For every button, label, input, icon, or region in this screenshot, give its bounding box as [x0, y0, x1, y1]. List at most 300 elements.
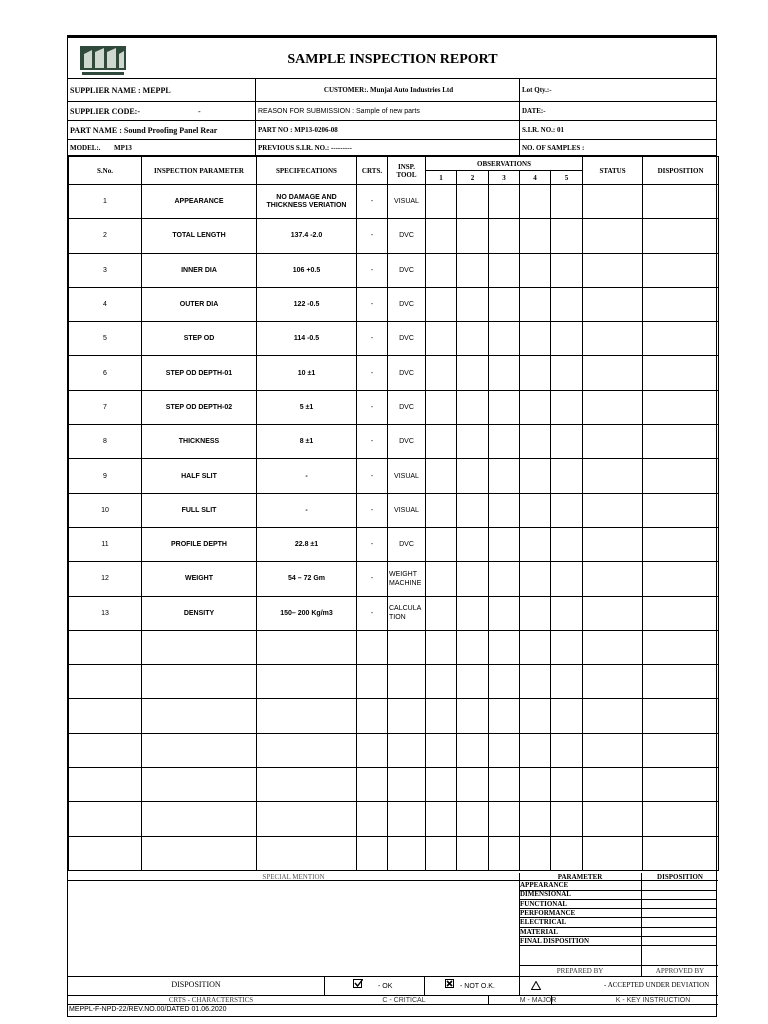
observation-cell[interactable] [520, 356, 551, 390]
observation-cell[interactable] [551, 356, 583, 390]
observation-cell[interactable] [520, 425, 551, 459]
observation-cell[interactable] [551, 425, 583, 459]
lot-qty: Lot Qty.:- [522, 86, 552, 94]
row-parameter: STEP OD DEPTH-01 [142, 356, 257, 390]
table-row [69, 562, 719, 596]
no-of-samples: NO. OF SAMPLES : [522, 143, 585, 152]
obs-col-3: 3 [489, 171, 520, 185]
disposition-cell[interactable] [643, 253, 719, 287]
observation-cell[interactable] [489, 527, 520, 561]
obs-col-2: 2 [457, 171, 489, 185]
observation-cell[interactable] [489, 596, 520, 630]
status-cell[interactable] [583, 356, 643, 390]
status-cell[interactable] [583, 596, 643, 630]
row-parameter [142, 699, 257, 733]
not-ok-label: - NOT O.K. [460, 983, 495, 990]
part-no: PART NO : MP13-0206-08 [258, 126, 338, 134]
row-insp-tool: DVC [388, 322, 426, 356]
observation-cell[interactable] [457, 630, 489, 664]
disposition-cell[interactable] [643, 802, 719, 836]
status-cell[interactable] [583, 733, 643, 767]
observation-cell[interactable] [426, 630, 457, 664]
observation-cell[interactable] [426, 287, 457, 321]
disposition-cell[interactable] [643, 322, 719, 356]
prepared-by: PREPARED BY [556, 967, 604, 975]
row-parameter [142, 665, 257, 699]
date: DATE:- [522, 107, 546, 115]
observation-cell[interactable] [551, 322, 583, 356]
observation-cell[interactable] [520, 562, 551, 596]
row-crts [357, 630, 388, 664]
observation-cell[interactable] [426, 253, 457, 287]
row-insp-tool: VISUAL [388, 459, 426, 493]
observation-cell[interactable] [489, 219, 520, 253]
row-crts: - [357, 322, 388, 356]
row-insp-tool: DVC [388, 253, 426, 287]
footer-parameter-label: ELECTRICAL [520, 918, 567, 927]
obs-col-1: 1 [426, 171, 457, 185]
observation-cell[interactable] [520, 630, 551, 664]
row-crts: - [357, 527, 388, 561]
table-row [69, 699, 719, 733]
observation-cell[interactable] [489, 425, 520, 459]
observation-cell[interactable] [520, 253, 551, 287]
row-insp-tool: WEIGHT MACHINE [388, 562, 426, 596]
footer-parameter-row [519, 909, 717, 919]
row-specification: 106 +0.5 [257, 253, 357, 287]
row-specification: 54 – 72 Gm [257, 562, 357, 596]
observation-cell[interactable] [489, 459, 520, 493]
key-instruction-legend: K - KEY INSTRUCTION [615, 997, 691, 1004]
sir-no: S.I.R. NO.: 01 [522, 126, 565, 134]
observation-cell[interactable] [457, 802, 489, 836]
observation-cell[interactable] [520, 768, 551, 802]
observation-cell[interactable] [426, 665, 457, 699]
row-parameter: APPEARANCE [142, 185, 257, 219]
disposition-cell[interactable] [643, 630, 719, 664]
header-insp-tool: INSP. TOOL [388, 157, 426, 185]
observation-cell[interactable] [457, 219, 489, 253]
previous-sir: PREVIOUS S.I.R. NO.: --------- [258, 143, 352, 152]
observation-cell[interactable] [520, 322, 551, 356]
observation-cell[interactable] [489, 185, 520, 219]
disposition-cell[interactable] [643, 356, 719, 390]
observation-cell[interactable] [489, 562, 520, 596]
observation-cell[interactable] [551, 185, 583, 219]
row-specification: 22.8 ±1 [257, 527, 357, 561]
disposition-cell[interactable] [643, 527, 719, 561]
observation-cell[interactable] [489, 322, 520, 356]
observation-cell[interactable] [489, 253, 520, 287]
row-insp-tool: VISUAL [388, 185, 426, 219]
status-cell[interactable] [583, 390, 643, 424]
header-row-code [68, 102, 717, 121]
header-parameter: INSPECTION PARAMETER [142, 157, 257, 185]
observation-cell[interactable] [457, 459, 489, 493]
row-crts [357, 665, 388, 699]
table-row [69, 390, 719, 424]
table-row [69, 630, 719, 664]
header-observations: OBSERVATIONS [426, 157, 583, 171]
row-sno: 13 [69, 596, 142, 630]
observation-cell[interactable] [551, 699, 583, 733]
observation-cell[interactable] [426, 356, 457, 390]
row-specification [257, 699, 357, 733]
row-crts: - [357, 390, 388, 424]
row-crts [357, 802, 388, 836]
row-sno [69, 665, 142, 699]
obs-col-5: 5 [551, 171, 583, 185]
row-parameter: PROFILE DEPTH [142, 527, 257, 561]
row-sno [69, 699, 142, 733]
observation-cell[interactable] [520, 596, 551, 630]
footer-parameter-row [519, 937, 717, 947]
observation-cell[interactable] [551, 527, 583, 561]
status-cell[interactable] [583, 253, 643, 287]
disposition-legend-label: DISPOSITION [171, 980, 221, 989]
row-crts: - [357, 562, 388, 596]
observation-cell[interactable] [426, 802, 457, 836]
row-insp-tool [388, 733, 426, 767]
footer-parameter-label: FINAL DISPOSITION [520, 936, 590, 945]
row-sno: 6 [69, 356, 142, 390]
ok-label: - OK [378, 983, 393, 990]
row-insp-tool: CALCULA TION [388, 596, 426, 630]
observation-cell[interactable] [426, 733, 457, 767]
footer-parameter-row [519, 918, 717, 928]
row-insp-tool: DVC [388, 390, 426, 424]
observation-cell[interactable] [551, 390, 583, 424]
row-sno: 12 [69, 562, 142, 596]
row-specification: 10 ±1 [257, 356, 357, 390]
status-cell[interactable] [583, 802, 643, 836]
status-cell[interactable] [583, 630, 643, 664]
observation-cell[interactable] [426, 425, 457, 459]
header-status: STATUS [583, 157, 643, 185]
row-sno: 3 [69, 253, 142, 287]
row-crts [357, 733, 388, 767]
row-insp-tool [388, 836, 426, 870]
submission-reason: REASON FOR SUBMISSION : Sample of new parts [258, 107, 420, 115]
row-crts: - [357, 185, 388, 219]
row-insp-tool [388, 768, 426, 802]
observation-cell[interactable] [426, 596, 457, 630]
row-sno: 7 [69, 390, 142, 424]
footer-parameter-row [519, 900, 717, 910]
footer-parameter-label: DIMENSIONAL [520, 890, 571, 899]
row-specification: 137.4 -2.0 [257, 219, 357, 253]
status-cell[interactable] [583, 425, 643, 459]
critical-legend: C - CRITICAL [382, 997, 426, 1004]
footer-parameter-label: MATERIAL [520, 927, 558, 936]
disposition-cell[interactable] [643, 425, 719, 459]
observation-cell[interactable] [520, 699, 551, 733]
row-insp-tool: DVC [388, 219, 426, 253]
accepted-deviation-label: - ACCEPTED UNDER DEVIATION [604, 981, 710, 989]
row-crts: - [357, 287, 388, 321]
table-row [69, 356, 719, 390]
status-cell[interactable] [583, 527, 643, 561]
row-parameter: OUTER DIA [142, 287, 257, 321]
row-parameter [142, 836, 257, 870]
row-crts: - [357, 596, 388, 630]
row-crts: - [357, 459, 388, 493]
not-ok-cross-icon [445, 979, 454, 988]
row-parameter: WEIGHT [142, 562, 257, 596]
status-cell[interactable] [583, 493, 643, 527]
row-parameter: HALF SLIT [142, 459, 257, 493]
row-specification: 150– 200 Kg/m3 [257, 596, 357, 630]
header-sno: S.No. [69, 157, 142, 185]
row-parameter [142, 768, 257, 802]
status-cell[interactable] [583, 699, 643, 733]
row-specification [257, 665, 357, 699]
observation-cell[interactable] [426, 459, 457, 493]
observation-cell[interactable] [457, 356, 489, 390]
observation-cell[interactable] [489, 356, 520, 390]
approved-by: APPROVED BY [655, 967, 705, 975]
status-cell[interactable] [583, 665, 643, 699]
row-sno: 4 [69, 287, 142, 321]
disposition-cell[interactable] [643, 768, 719, 802]
status-cell[interactable] [583, 322, 643, 356]
observation-cell[interactable] [489, 493, 520, 527]
table-row [69, 836, 719, 870]
observation-cell[interactable] [457, 322, 489, 356]
row-crts: - [357, 425, 388, 459]
observation-cell[interactable] [551, 287, 583, 321]
disposition-cell[interactable] [643, 219, 719, 253]
row-parameter: FULL SLIT [142, 493, 257, 527]
observation-cell[interactable] [426, 562, 457, 596]
footer-parameter-row [519, 928, 717, 938]
row-specification [257, 836, 357, 870]
observation-cell[interactable] [551, 665, 583, 699]
row-insp-tool: DVC [388, 425, 426, 459]
table-row [69, 322, 719, 356]
observation-cell[interactable] [426, 185, 457, 219]
special-mention-label: SPECIAL MENTION [262, 873, 325, 881]
observation-cell[interactable] [426, 699, 457, 733]
observation-cell[interactable] [457, 493, 489, 527]
row-parameter: DENSITY [142, 596, 257, 630]
status-cell[interactable] [583, 219, 643, 253]
disposition-cell[interactable] [643, 733, 719, 767]
status-cell[interactable] [583, 185, 643, 219]
table-row [69, 425, 719, 459]
row-crts [357, 836, 388, 870]
observation-cell[interactable] [457, 253, 489, 287]
observation-cell[interactable] [457, 596, 489, 630]
observation-cell[interactable] [457, 425, 489, 459]
observation-cell[interactable] [457, 836, 489, 870]
observation-cell[interactable] [551, 459, 583, 493]
observation-cell[interactable] [520, 287, 551, 321]
row-sno [69, 802, 142, 836]
observation-cell[interactable] [457, 665, 489, 699]
observation-cell[interactable] [426, 836, 457, 870]
footer-parameter-row [519, 890, 717, 900]
observation-cell[interactable] [551, 253, 583, 287]
footer-parameter-label: PERFORMANCE [520, 908, 576, 917]
observation-cell[interactable] [551, 493, 583, 527]
row-parameter: TOTAL LENGTH [142, 219, 257, 253]
header-row-part [68, 121, 717, 140]
row-specification [257, 630, 357, 664]
disposition-cell[interactable] [643, 562, 719, 596]
observation-cell[interactable] [489, 630, 520, 664]
row-specification: 114 -0.5 [257, 322, 357, 356]
row-insp-tool [388, 630, 426, 664]
header-specifications: SPECIFECATIONS [257, 157, 357, 185]
row-insp-tool: VISUAL [388, 493, 426, 527]
observation-cell[interactable] [551, 836, 583, 870]
observation-cell[interactable] [457, 699, 489, 733]
observation-cell[interactable] [457, 768, 489, 802]
model-value: MP13 [114, 143, 132, 152]
observation-cell[interactable] [520, 665, 551, 699]
observation-cell[interactable] [489, 733, 520, 767]
observation-cell[interactable] [426, 322, 457, 356]
row-parameter: THICKNESS [142, 425, 257, 459]
observation-cell[interactable] [489, 802, 520, 836]
row-insp-tool: DVC [388, 527, 426, 561]
observation-cell[interactable] [551, 596, 583, 630]
footer-parameter-label: FUNCTIONAL [520, 899, 568, 908]
observation-cell[interactable] [457, 562, 489, 596]
row-specification [257, 733, 357, 767]
disposition-cell[interactable] [643, 596, 719, 630]
document-reference: MEPPL-F-NPD-22/REV.NO.00/DATED 01.06.2020 [69, 1006, 227, 1013]
row-insp-tool: DVC [388, 356, 426, 390]
observation-cell[interactable] [426, 527, 457, 561]
footer-section [68, 873, 718, 1018]
crts-legend: CRTS - CHARACTERSTICS [168, 996, 254, 1004]
observation-cell[interactable] [551, 219, 583, 253]
row-sno: 5 [69, 322, 142, 356]
observation-cell[interactable] [457, 287, 489, 321]
row-parameter: STEP OD [142, 322, 257, 356]
table-row [69, 219, 719, 253]
observation-cell[interactable] [426, 493, 457, 527]
observation-cell[interactable] [457, 390, 489, 424]
disposition-head: DISPOSITION [657, 873, 703, 881]
observation-cell[interactable] [520, 390, 551, 424]
observation-cell[interactable] [551, 630, 583, 664]
row-sno [69, 733, 142, 767]
disposition-cell[interactable] [643, 459, 719, 493]
observation-cell[interactable] [489, 836, 520, 870]
obs-col-4: 4 [520, 171, 551, 185]
status-cell[interactable] [583, 768, 643, 802]
row-sno [69, 836, 142, 870]
row-specification: 8 ±1 [257, 425, 357, 459]
observation-cell[interactable] [426, 219, 457, 253]
row-parameter: INNER DIA [142, 253, 257, 287]
row-sno: 11 [69, 527, 142, 561]
header-disposition: DISPOSITION [643, 157, 719, 185]
observation-cell[interactable] [551, 562, 583, 596]
observation-cell[interactable] [520, 185, 551, 219]
observation-cell[interactable] [551, 768, 583, 802]
observation-cell[interactable] [457, 185, 489, 219]
disposition-cell[interactable] [643, 665, 719, 699]
supplier-code-value: - [198, 106, 201, 116]
observation-cell[interactable] [520, 219, 551, 253]
row-specification: 122 -0.5 [257, 287, 357, 321]
observation-cell[interactable] [489, 699, 520, 733]
disposition-cell[interactable] [643, 390, 719, 424]
observation-cell[interactable] [426, 768, 457, 802]
status-cell[interactable] [583, 562, 643, 596]
disposition-cell[interactable] [643, 287, 719, 321]
observation-cell[interactable] [520, 527, 551, 561]
table-row [69, 459, 719, 493]
observation-cell[interactable] [426, 390, 457, 424]
disposition-cell[interactable] [643, 699, 719, 733]
observation-cell[interactable] [520, 493, 551, 527]
inspection-report-sheet [67, 35, 717, 1017]
observation-cell[interactable] [457, 733, 489, 767]
header-row-supplier [68, 79, 717, 102]
row-sno: 1 [69, 185, 142, 219]
row-crts: - [357, 493, 388, 527]
observation-cell[interactable] [489, 390, 520, 424]
observation-cell[interactable] [551, 802, 583, 836]
row-sno: 9 [69, 459, 142, 493]
observation-cell[interactable] [489, 665, 520, 699]
observation-cell[interactable] [457, 527, 489, 561]
footer-parameter-row [519, 881, 717, 891]
table-row [69, 185, 719, 219]
row-crts: - [357, 356, 388, 390]
row-sno: 2 [69, 219, 142, 253]
observation-cell[interactable] [489, 287, 520, 321]
observation-cell[interactable] [520, 802, 551, 836]
disposition-cell[interactable] [643, 836, 719, 870]
row-crts: - [357, 219, 388, 253]
row-sno [69, 630, 142, 664]
observation-cell[interactable] [520, 733, 551, 767]
status-cell[interactable] [583, 287, 643, 321]
supplier-name: SUPPLIER NAME : MEPPL [70, 85, 171, 95]
row-parameter [142, 630, 257, 664]
row-crts [357, 699, 388, 733]
major-legend: M - MAJOR [519, 997, 557, 1004]
observation-cell[interactable] [520, 836, 551, 870]
disposition-cell[interactable] [643, 185, 719, 219]
disposition-cell[interactable] [643, 493, 719, 527]
row-insp-tool [388, 699, 426, 733]
observation-cell[interactable] [489, 768, 520, 802]
row-crts [357, 768, 388, 802]
row-insp-tool [388, 802, 426, 836]
status-cell[interactable] [583, 459, 643, 493]
row-parameter [142, 733, 257, 767]
row-specification [257, 802, 357, 836]
model-label: MODEL:. [70, 143, 101, 152]
table-row [69, 253, 719, 287]
observation-cell[interactable] [551, 733, 583, 767]
footer-parameter-label: APPEARANCE [520, 881, 569, 889]
row-specification: - [257, 493, 357, 527]
parameter-head: PARAMETER [557, 873, 603, 881]
observation-cell[interactable] [520, 459, 551, 493]
table-row [69, 596, 719, 630]
row-parameter: STEP OD DEPTH-02 [142, 390, 257, 424]
status-cell[interactable] [583, 836, 643, 870]
row-specification: 5 ±1 [257, 390, 357, 424]
